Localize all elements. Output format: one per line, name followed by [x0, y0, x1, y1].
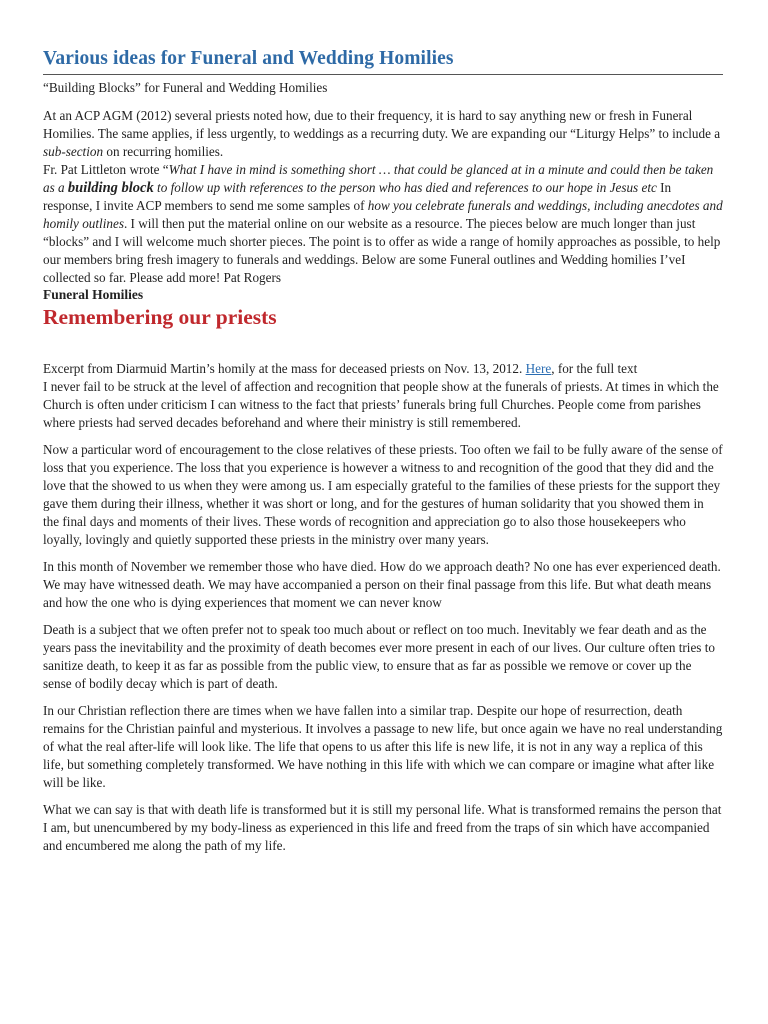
document-title: Various ideas for Funeral and Wedding Homilies — [43, 46, 723, 75]
document-page — [43, 0, 723, 864]
body-paragraph: Death is a subject that we often prefer not to speak too much about or reflect on too much. Inevitably we fear death and as the years pass the inevitability and the proximity of death becomes ever more present in each of our lives. Our culture often tries to sanitize death, to keep it as far as possible from the public view, to ensure that as far as possible we remove or cover up the sense of bodily decay which is part of death. — [43, 622, 715, 691]
body-paragraph: In this month of November we remember those who have died. How do we approach death? No one has ever experienced death. We may have witnessed death. We may have accompanied a person on their final passage from this life. But what death means and how the one who is dying experiences that moment we can never know — [43, 559, 721, 610]
full-text-link[interactable]: Here — [525, 361, 552, 376]
building-block-emphasis: building block — [67, 180, 154, 196]
document-subtitle: “Building Blocks” for Funeral and Wedding Homilies — [43, 80, 328, 95]
excerpt-paragraph: Excerpt from Diarmuid Martin’s homily at the mass for deceased priests on Nov. 13, 2012. Here, for the full text I never fail to be struck at the level of affection and recognition that people show at the funerals of priests. At times in which the Church is often under criticism I can witness to the fact that priests’ funerals bring full Churches. People come from parishes where priests had served decades beforehand and where their ministry is still remembered. — [43, 361, 719, 430]
intro-paragraph-1: At an ACP AGM (2012) several priests noted how, due to their frequency, it is hard to say anything new or fresh in Funeral Homilies. The same applies, if less urgently, to weddings as a recurring duty. We are expanding our “Liturgy Helps” to include a sub-section on recurring homilies. — [43, 108, 721, 159]
body-paragraph: What we can say is that with death life is transformed but it is still my personal life. What is transformed remains the person that I am, but unencumbered by my body-liness as experienced in this life and freed from the traps of sin which have accompanied and encumbered me along the path of my life. — [43, 802, 722, 853]
section-title: Remembering our priests — [43, 305, 277, 329]
intro-paragraph-2: Fr. Pat Littleton wrote “What I have in mind is something short … that could be glanced at in a minute and could then be taken as a building block to follow up with references to the person who has died and references to our hope in Jesus etc In response, I invite ACP members to send me some samples of how you celebrate funerals and weddings, including anecdotes and homily outlines. I will then put the material online on our website as a resource. The pieces below are much longer than just “blocks” and I will welcome much shorter pieces. The point is to offer as wide a range of homily approaches as possible, to help our members bring fresh imagery to funerals and weddings. Below are some Funeral outlines and Wedding homilies I’veI collected so far. Please add more! Pat Rogers — [43, 162, 723, 285]
section-label: Funeral Homilies — [43, 287, 144, 302]
body-paragraph: In our Christian reflection there are times when we have fallen into a similar trap. Despite our hope of resurrection, death remains for the Christian painful and mysterious. It involves a passage to new life, but once again we have no real understanding of what the real after-life will look like. The life that opens to us after this life is new life, it is not in any way a replica of this life, but something completely transformed. We have nothing in this life with which we can compare or imagine what after like will be like. — [43, 703, 723, 790]
body-paragraph: Now a particular word of encouragement to the close relatives of these priests. Too often we fail to be fully aware of the sense of loss that you experience. The loss that you experience is however a witness to and recognition of the good that they did and the love that the showed to us when they were among us. I am especially grateful to the families of these priests for the support they gave them during their illness, whether it was short or long, and for the gestures of human solidarity that you showed them in the final days and moments of their lives. These words of recognition and appreciation go to also those housekeepers who loyally, lovingly and quietly supported these priests in the ministry over many years. — [43, 442, 723, 547]
